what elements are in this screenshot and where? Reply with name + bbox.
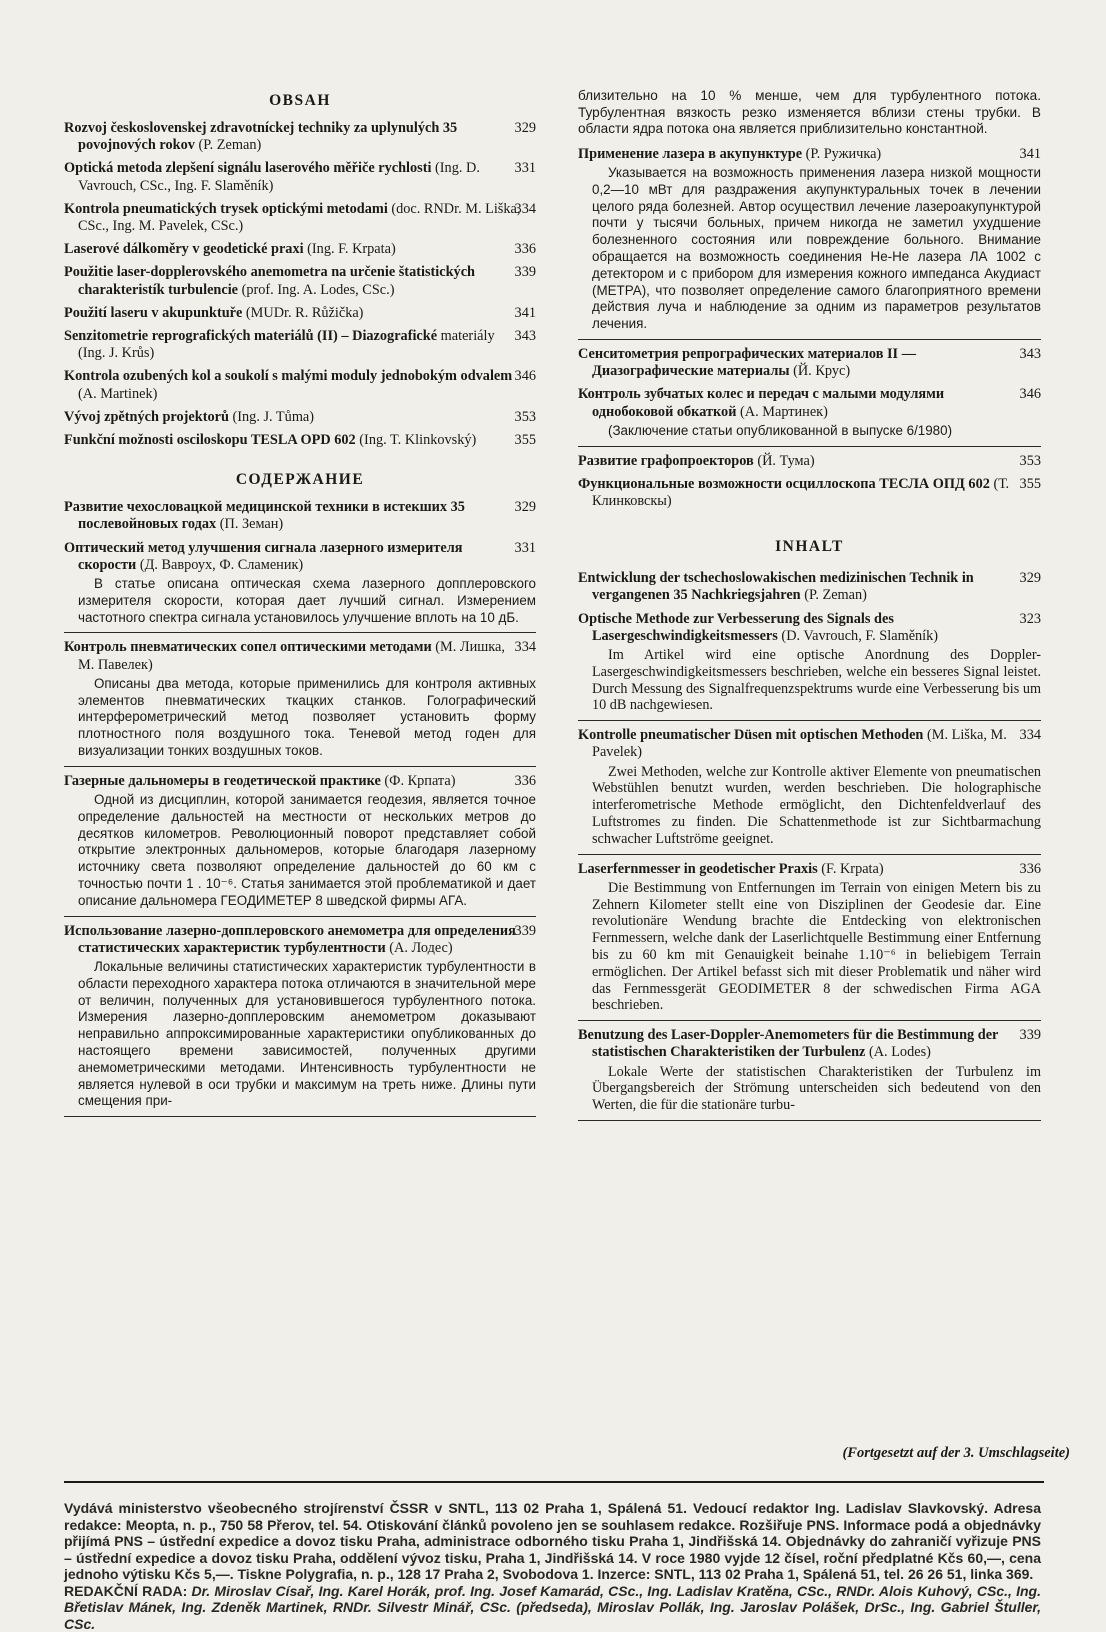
toc-entry xyxy=(578,570,1041,604)
entry-heading xyxy=(64,264,536,298)
entry-title: Optische Methode zur Verbesserung des Signals des Lasergeschwindigkeitsmessers xyxy=(578,610,894,644)
entry-heading xyxy=(64,368,536,402)
toc-entry xyxy=(64,241,536,258)
entry-heading xyxy=(578,346,1041,380)
right-column xyxy=(578,88,1041,1127)
entry-separator xyxy=(578,1120,1041,1121)
entry-heading xyxy=(578,386,1041,420)
entry-author: (Ing. F. Krpata) xyxy=(303,241,396,258)
entry-title: Použitie laser-dopplerovského anemometra na určenie štatistických charakteristík turbulencie xyxy=(64,264,475,298)
entry-title: Контроль пневматических сопел оптическими методами xyxy=(64,639,432,656)
entry-title: Сенситометрия репрографических материалов II — Диазографические материалы xyxy=(578,345,916,380)
toc-entry xyxy=(64,639,536,766)
toc-entry xyxy=(64,305,536,322)
divider-rule xyxy=(64,1481,1044,1483)
entry-summary: Одной из дисциплин, которой занимается геодезия, является точное определение дальностей на местности от нескольких метров до десятков километров. Революционный поворот представляет собой открытие электронных дальномеров, которые благодаря лазерному источнику света позволяют определение дальностей до 60 км с точностью почти 1 . 10⁻⁶. Статья занимается этой проблематикой и дает описание дальномера ГЕОДИМЕТЕР 8 шведской фирмы АГА. xyxy=(78,792,536,908)
entry-separator xyxy=(578,446,1041,447)
entry-title: Použití laseru v akupunktuře xyxy=(64,304,243,321)
page-number: 353 xyxy=(1019,452,1041,469)
entry-author: (Ф. Крпата) xyxy=(380,772,456,789)
page-number: 341 xyxy=(1019,145,1041,162)
entry-heading xyxy=(578,1027,1041,1061)
entry-author: (П. Земан) xyxy=(216,516,284,533)
imprint xyxy=(64,1500,1041,1632)
toc-entry xyxy=(64,540,536,634)
toc-entry xyxy=(578,386,1041,446)
entry-author: (Ing. J. Tůma) xyxy=(228,408,315,425)
entry-title: Оптический метод улучшения сигнала лазерного измерителя скорости xyxy=(64,539,463,573)
entry-summary: Указывается на возможность применения лазера низкой мощности 0,2—10 мВт для раздражения акупунктуральных точек в лечении целого ряда болезней. Автор осуществил лечение лазероакупунктурой почти у тысячи больных, причем никогда не заметил ухудшение болезненного состояния или повреждение больного. Внимание обращается на возможность соединения Не-Не лазера ЛА 1002 с детектором и с прибором для измерения кожного импеданса Акудиаст (МЕТРА), что позволяет определение самого благоприятного времени действия луча и наблюдение за одним из параметров результатов лечения. xyxy=(592,164,1041,332)
entry-heading xyxy=(64,305,536,322)
entry-heading xyxy=(578,861,1041,878)
entry-summary: Zwei Methoden, welche zur Kontrolle aktiver Elemente von pneumatischen Webstühlen benutzt wurden, werden beschrieben. Die holographische interferometrische Methode ermöglicht, den Dichtenfeldverlauf des Luftstromes zu finden. Die Schattenmethode ist zur Sichtbarmachung schwacher Luftströme geeignet. xyxy=(592,763,1041,847)
entry-title: Развитие графопроекторов xyxy=(578,452,754,469)
entry-author: (A. Martinek) xyxy=(78,385,158,402)
toc-entry xyxy=(64,160,536,194)
toc-entry xyxy=(64,328,536,362)
entry-title: Rozvoj československej zdravotníckej techniky za uplynulých 35 povojnových rokov xyxy=(64,120,458,154)
entry-heading xyxy=(578,570,1041,604)
entry-title: Применение лазера в акупунктуре xyxy=(578,145,803,162)
entry-separator xyxy=(64,766,536,767)
entry-heading xyxy=(64,432,536,449)
entry-heading xyxy=(578,146,1041,163)
entry-heading xyxy=(578,476,1041,510)
page-number: 334 xyxy=(514,200,536,217)
page-number: 323 xyxy=(1019,610,1041,627)
entry-author: (F. Krpata) xyxy=(817,860,884,877)
page-number: 336 xyxy=(1019,860,1041,877)
entry-heading xyxy=(578,453,1041,470)
entry-summary: Im Artikel wird eine optische Anordnung des Doppler-Lasergeschwindigkeitsmessers beschrieben, welche ein besseres Signal leistet. Durch Messung des Signalfrequenzspektrums wurde eine Verbesserung bis um 10 dB nachgewiesen. xyxy=(592,646,1041,714)
page-number: 331 xyxy=(514,539,536,556)
entry-heading xyxy=(578,611,1041,645)
entry-heading xyxy=(64,540,536,574)
entry-author: (Й. Тума) xyxy=(753,452,815,469)
toc-entry xyxy=(64,120,536,154)
toc-entry xyxy=(64,409,536,426)
page-number: 329 xyxy=(514,499,536,516)
page-number: 334 xyxy=(1019,727,1041,744)
entry-author: (А. Лодес) xyxy=(385,939,453,956)
toc-entry xyxy=(578,346,1041,380)
entry-title: Kontrola pneumatických trysek optickými metodami xyxy=(64,200,388,217)
entry-heading xyxy=(64,499,536,533)
entry-title: Senzitometrie reprografických materiálů (II) – Diazografické xyxy=(64,328,438,345)
toc-entry xyxy=(578,1027,1041,1121)
entry-separator xyxy=(64,632,536,633)
soderzhanie-list xyxy=(64,499,536,1117)
entry-author: (P. Zeman) xyxy=(194,137,262,154)
entry-author: (Т. Клинковскы) xyxy=(592,475,1010,509)
imprint-text: Vydává ministerstvo všeobecného strojírenství ČSSR v SNTL, 113 02 Praha 1, Spálená 51. Vedoucí redaktor Ing. Ladislav Slavkovský. Adresa redakce: Meopta, n. p., 750 58 Přerov, tel. 54. Otiskování článků povoleno jen se souhlasem redakce. Rozšiřuje PNS. Informace podá a objednávky přijímá PNS – ústřední expedice a dovoz tisku Praha, administrace odborného tisku Praha 1, Jindřišská 14. Objednávky do zahraničí vyřizuje PNS – ústřední expedice a dovoz tisku Praha, oddělení vývoz tisku, Praha 1, Jindřišská 14. V roce 1980 vyjde 12 čísel, roční předplatné Kčs 60,—, cena jednoho výtisku Kčs 5,—. Tiskne Polygrafia, n. p., 128 17 Praha 2, Svobodova 1. Inzerce: SNTL, 113 02 Praha 1, Spálená 51, tel. 26 26 51, linka 369. xyxy=(64,1500,1041,1582)
page-number: 339 xyxy=(1019,1027,1041,1044)
entry-separator xyxy=(578,339,1041,340)
entry-title: Funkční možnosti osciloskopu TESLA OPD 602 xyxy=(64,432,356,449)
entry-summary: Die Bestimmung von Entfernungen im Terrain von einigen Metern bis zu Zehnern Kilometer stellt eine von Disziplinen der Geodesie dar. Eine revolutionäre Wendung brachte die Entdecking von elektronischen Fernmessern, welche dank der Laserlichtquelle Bestimmung einer Entfernung bis zu 60 km mit Genauigkeit beinahe 1.10⁻⁶ in beliebigem Terrain ermöglichen. Der Artikel befasst sich mit dieser Problematik und näher wird das Fernmessgerät GEODIMETER 8 der schwedischen Firma AGA beschrieben. xyxy=(592,879,1041,1014)
entry-author: (D. Vavrouch, F. Slaměník) xyxy=(777,627,939,644)
entry-title: Контроль зубчатых колес и передач с малыми модулями однобоковой обкаткой xyxy=(578,386,945,420)
entry-title: Optická metoda zlepšení signálu laserového měřiče rychlosti xyxy=(64,160,432,177)
entry-title: Entwicklung der tschechoslowakischen medizinischen Technik in vergangenen 35 Nachkriegsjahren xyxy=(578,570,974,604)
inhalt-list xyxy=(578,570,1041,1121)
entry-author: (М. Лишка, М. Павелек) xyxy=(78,639,505,673)
entry-summary: Описаны два метода, которые применились для контроля активных элементов пневматических ткацких станков. Голографический интерферометрический метод позволяет установить форму плотностного поля воздушного тока. Теневой метод годен для визуализации тонких воздушных токов. xyxy=(78,675,536,759)
entry-title: Использование лазерно-допплеровского анемометра для определения статистических характеристик турбулентности xyxy=(64,922,516,956)
page-number: 339 xyxy=(514,264,536,281)
toc-entry xyxy=(64,201,536,235)
page-number: 346 xyxy=(514,368,536,385)
entry-author: (doc. RNDr. M. Liška, CSc., Ing. M. Pavelek, CSc.) xyxy=(78,200,521,235)
soderzhanie-list-right xyxy=(578,146,1041,510)
entry-title: Benutzung des Laser-Doppler-Anemometers für die Bestimmung der statistischen Charakteristiken der Turbulenz xyxy=(578,1027,999,1061)
entry-author: (A. Lodes) xyxy=(865,1044,931,1061)
entry-heading xyxy=(64,241,536,258)
entry-author: (Ing. T. Klinkovský) xyxy=(355,432,477,449)
entry-summary: Локальные величины статистических характеристик турбулентности в области переходного характера потока отличаются в значительной мере от величин, полученных для установившегося турбулентного потока. Измерения лазерно-допплеровским анемометром доказывают неправильно аппроксимированные характеристики опубликованных до настоящего времени зависимостей, полученных другими анемометрическими методами. Интенсивность турбулентности не является нулевой в оси трубки и максимум на треть ниже. Длины пути смещения при- xyxy=(78,959,536,1109)
toc-entry xyxy=(578,476,1041,510)
page-number: 331 xyxy=(514,160,536,177)
page-number: 353 xyxy=(514,408,536,425)
toc-entry xyxy=(64,773,536,917)
toc-entry xyxy=(64,432,536,449)
entry-author: (P. Zeman) xyxy=(800,587,867,604)
entry-heading xyxy=(64,120,536,154)
page-number: 341 xyxy=(514,304,536,321)
page-number: 334 xyxy=(514,639,536,656)
page-number: 355 xyxy=(514,432,536,449)
entry-separator xyxy=(64,916,536,917)
page-number: 336 xyxy=(514,241,536,258)
obsah-list xyxy=(64,120,536,449)
entry-separator xyxy=(578,854,1041,855)
page-number: 339 xyxy=(514,922,536,939)
toc-entry xyxy=(64,368,536,402)
toc-entry xyxy=(64,499,536,533)
entry-author: (Й. Крус) xyxy=(789,363,851,380)
inhalt-heading: INHALT xyxy=(775,538,844,556)
toc-entry xyxy=(64,264,536,298)
continued-note: (Fortgesetzt auf der 3. Umschlagseite) xyxy=(842,1445,1070,1461)
toc-entry xyxy=(578,861,1041,1022)
entry-summary: Lokale Werte der statistischen Charakteristiken der Turbulenz im Übergangsbereich der Strömung unterscheiden sich bedeutend von den Werten, die für die stationäre turbu- xyxy=(592,1063,1041,1114)
entry-author: (Р. Ружичка) xyxy=(802,145,882,162)
entry-heading xyxy=(64,201,536,235)
entry-heading xyxy=(64,160,536,194)
toc-entry xyxy=(578,611,1041,722)
entry-author: (Д. Вавроух, Ф. Сламеник) xyxy=(136,556,304,573)
entry-heading xyxy=(64,923,536,957)
entry-author: (M. Liška, M. Pavelek) xyxy=(592,727,1007,761)
toc-entry xyxy=(64,923,536,1118)
entry-author: (MUDr. R. Růžička) xyxy=(242,304,364,321)
entry-heading xyxy=(578,727,1041,761)
entry-author: (Ing. D. Vavrouch, CSc., Ing. F. Slaměník) xyxy=(78,160,480,194)
soderzhanie-heading: СОДЕРЖАНИЕ xyxy=(235,471,365,489)
page-number: 329 xyxy=(514,120,536,136)
entry-heading xyxy=(64,639,536,673)
entry-separator xyxy=(578,1020,1041,1021)
entry-summary: В статье описана оптическая схема лазерного допплеровского измерителя скорости, которая дает лучший сигнал. Измерением частотного спектра сигнала установилось улучшение вплоть на 10 дБ. xyxy=(78,576,536,625)
toc-entry xyxy=(578,453,1041,470)
entry-heading xyxy=(64,773,536,790)
obsah-heading: OBSAH xyxy=(269,92,331,109)
toc-entry xyxy=(578,146,1041,340)
left-column xyxy=(64,92,536,1123)
entry-author: (А. Мартинек) xyxy=(736,403,828,420)
page-number: 355 xyxy=(1019,475,1041,492)
entry-author: materiály (Ing. J. Krůs) xyxy=(78,328,495,362)
entry-heading xyxy=(64,328,536,362)
page-number: 346 xyxy=(1019,386,1041,403)
page-number: 343 xyxy=(1019,345,1041,362)
entry-title: Развитие чехословацкой медицинской техники в истекших 35 послевойновых годах xyxy=(64,499,465,533)
page-number: 343 xyxy=(514,328,536,345)
entry-heading xyxy=(64,409,536,426)
entry-separator xyxy=(578,720,1041,721)
toc-entry xyxy=(578,727,1041,854)
editorial-board-label: REDAKČNÍ RADA: xyxy=(64,1582,188,1599)
entry-title: Vývoj zpětných projektorů xyxy=(64,408,229,425)
entry-separator xyxy=(64,1116,536,1117)
soderzhanie-continuation: близительно на 10 % менше, чем для турбулентного потока. Турбулентная вязкость резко изменяется вблизи стены трубки. В области ядра потока она является приблизительно константной. xyxy=(578,88,1041,137)
page-number: 336 xyxy=(514,772,536,789)
entry-title: Kontrola ozubených kol a soukolí s malými moduly jednobokým odvalem xyxy=(64,368,513,385)
entry-title: Газерные дальномеры в геодетической практике xyxy=(64,772,381,789)
entry-title: Kontrolle pneumatischer Düsen mit optischen Methoden xyxy=(578,727,924,744)
entry-author: (prof. Ing. A. Lodes, CSc.) xyxy=(238,281,395,298)
entry-title: Laserfernmesser in geodetischer Praxis xyxy=(578,860,818,877)
editorial-board: Dr. Miroslav Císař, Ing. Karel Horák, prof. Ing. Josef Kamarád, CSc., Ing. Ladislav Kratěna, CSc., RNDr. Alois Kuhový, CSc., Ing. Břetislav Mánek, Ing. Zdeněk Martinek, RNDr. Silvestr Minář, CSc. (předseda), Miroslav Pollák, Ing. Jaroslav Polášek, DrSc., Ing. Gabriel Štuller, CSc. xyxy=(64,1582,1042,1632)
entry-title: Laserové dálkoměry v geodetické praxi xyxy=(64,241,304,258)
page-number: 329 xyxy=(1019,570,1041,587)
entry-title: Функциональные возможности осциллоскопа ТЕСЛА ОПД 602 xyxy=(578,475,990,492)
entry-summary: (Заключение статьи опубликованной в выпуске 6/1980) xyxy=(608,422,953,438)
